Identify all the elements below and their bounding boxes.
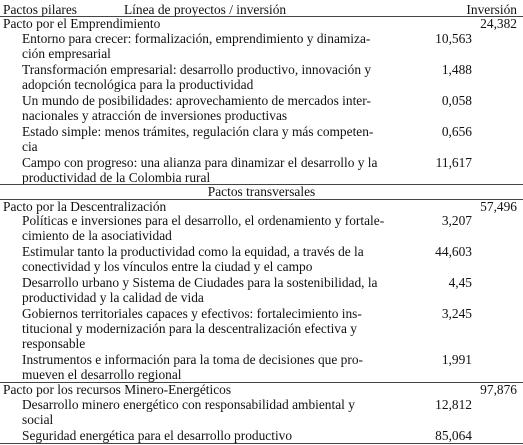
section-title: Pacto por los recursos Minero-Energéticos — [3, 382, 232, 397]
row-value: 11,617 — [435, 155, 472, 170]
row-text: Campo con progreso: una alianza para dinamizar el desarrollo y la — [22, 155, 378, 170]
row-text: Estado simple: menos trámites, regulación clara y más competen- — [22, 124, 374, 139]
row-text: titucional y modernización para la descentralización efectiva y — [22, 321, 357, 336]
row-text: mueven el desarrollo regional — [22, 367, 182, 382]
section-total: 97,876 — [480, 382, 517, 397]
row-value: 1,991 — [441, 352, 472, 367]
row-text: Entorno para crecer: formalización, emprendimiento y dinamiza- — [22, 31, 371, 46]
row-text: adopción tecnológica para la productividad — [22, 77, 254, 92]
row-value: 1,488 — [441, 62, 472, 77]
row-text: ción empresarial — [22, 46, 111, 61]
row-value: 85,064 — [435, 428, 472, 443]
section-title: Pacto por la Descentralización — [3, 199, 167, 214]
section-title: Pacto por el Emprendimiento — [3, 16, 161, 31]
row-value: 0,058 — [441, 93, 472, 108]
row-text: social — [22, 412, 54, 427]
row-text: Estimular tanto la productividad como la equidad, a través de la — [22, 244, 364, 259]
row-value: 3,245 — [441, 306, 472, 321]
row-text: nacionales y atracción de inversiones productivas — [22, 108, 288, 123]
row-text: Desarrollo urbano y Sistema de Ciudades para la sostenibilidad, la — [22, 275, 378, 290]
section-total: 24,382 — [480, 16, 517, 31]
row-value: 12,812 — [435, 397, 472, 412]
row-value: 44,603 — [435, 244, 472, 259]
transversales-label: Pactos transversales — [207, 184, 316, 199]
row-text: conectividad y los vínculos entre la ciudad y el campo — [22, 259, 313, 274]
bottom-rule — [0, 443, 523, 444]
row-text: cimiento de la asociatividad — [22, 228, 172, 243]
header-inversion: Inversión — [466, 2, 517, 17]
header-pactos: Pactos pilares — [3, 2, 78, 17]
row-value: 0,656 — [441, 124, 472, 139]
row-text: Seguridad energética para el desarrollo productivo — [22, 428, 293, 443]
row-value: 3,207 — [441, 213, 472, 228]
row-value: 10,563 — [435, 31, 472, 46]
row-text: Instrumentos e información para la toma de decisiones que pro- — [22, 352, 363, 367]
row-text: productividad de la Colombia rural — [22, 170, 211, 185]
row-text: productividad y la calidad de vida — [22, 290, 204, 305]
row-text: Políticas e inversiones para el desarrollo, el ordenamiento y fortale- — [22, 213, 385, 228]
header-linea: Línea de proyectos / inversión — [124, 2, 287, 17]
row-value: 4,45 — [448, 275, 472, 290]
section-total: 57,496 — [480, 199, 517, 214]
row-text: responsable — [22, 336, 86, 351]
row-text: Un mundo de posibilidades: aprovechamiento de mercados inter- — [22, 93, 371, 108]
row-text: Desarrollo minero energético con responsabilidad ambiental y — [22, 397, 355, 412]
row-text: cia — [22, 139, 38, 154]
row-text: Gobiernos territoriales capaces y efectivos: fortalecimiento ins- — [22, 306, 362, 321]
row-text: Transformación empresarial: desarrollo productivo, innovación y — [22, 62, 372, 77]
